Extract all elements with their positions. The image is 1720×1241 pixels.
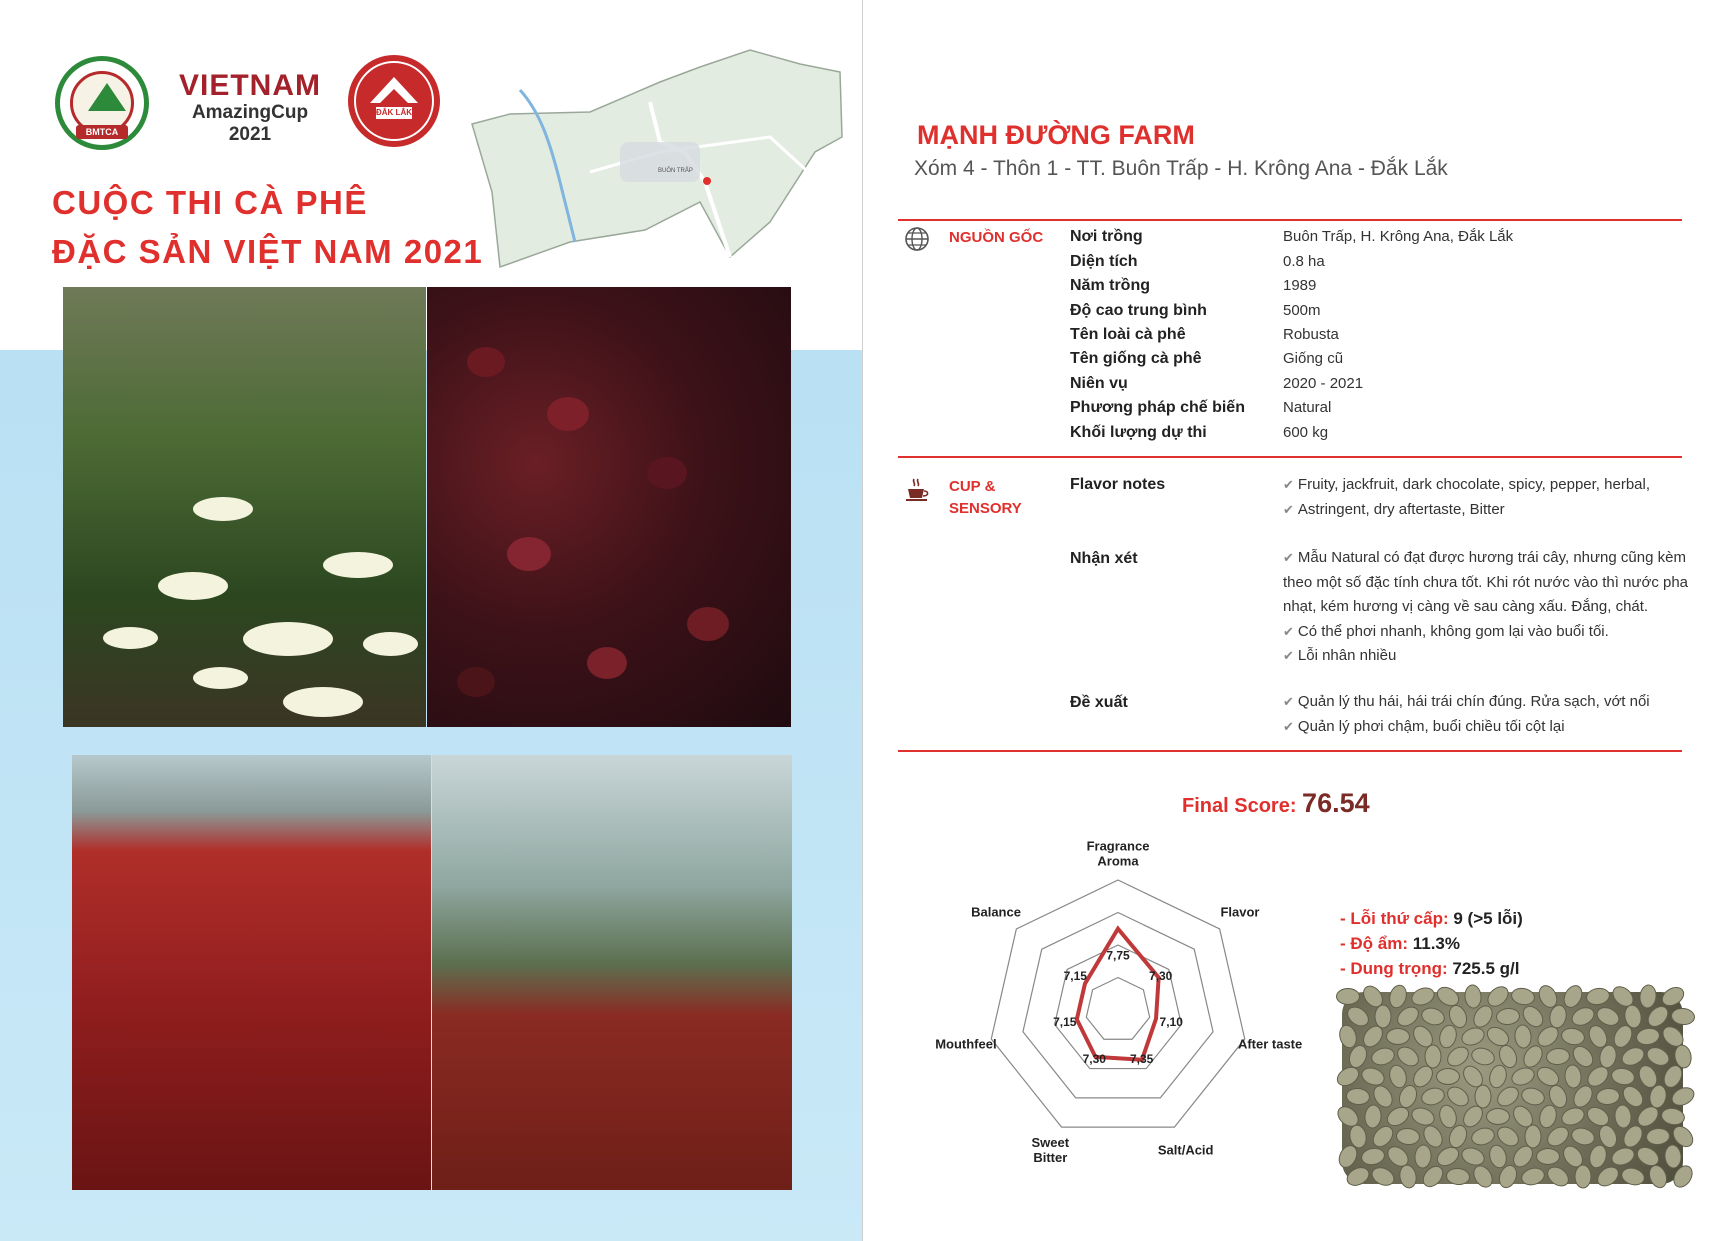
radar-category-label: Mouthfeel xyxy=(935,1036,997,1052)
origin-value: Natural xyxy=(1283,399,1332,416)
radar-category-label: After taste xyxy=(1237,1036,1303,1052)
bean xyxy=(1663,1144,1682,1169)
comment-text: ✔ Mẫu Natural có đạt được hương trái cây, nhưng cũng kèm theo một số đặc tính chưa tốt. Khi rót nước vào thì nước pha nhạt, kém hương vị càng về sau càng xấu. Đắng, chát. ✔ Có thể phơi nhanh, không gom lại vào buổi tối. ✔ Lỗi nhân nhiều xyxy=(1283,549,1689,664)
origin-label: Niên vụ xyxy=(1070,375,1128,392)
radar-category-label: Fragrance Aroma xyxy=(1086,838,1150,869)
origin-value: Giống cũ xyxy=(1283,350,1344,367)
radar-value-label: 7,30 xyxy=(1082,1052,1106,1067)
radar-value-label: 7,15 xyxy=(1053,1015,1077,1030)
section-origin-heading: NGUỒN GỐC xyxy=(949,229,1044,246)
photo-coffee-flowers xyxy=(63,287,426,727)
bean xyxy=(1613,1104,1632,1129)
photo-drying-cherries-dark xyxy=(427,287,791,727)
radar-value-label: 7,10 xyxy=(1159,1015,1183,1030)
bean xyxy=(1519,1085,1547,1108)
suggest-label: Đề xuất xyxy=(1070,694,1128,711)
origin-value: 500m xyxy=(1283,302,1321,319)
origin-label: Năm trồng xyxy=(1070,277,1150,294)
globe-icon xyxy=(903,225,931,253)
origin-value: Robusta xyxy=(1283,326,1339,343)
origin-label: Diện tích xyxy=(1070,253,1138,270)
flavor-notes-label: Flavor notes xyxy=(1070,476,1166,493)
bean xyxy=(1610,1066,1637,1087)
bean xyxy=(1645,1127,1670,1146)
section-cup-sensory-heading: CUP & SENSORY xyxy=(949,478,1022,517)
check-icon: ✔ xyxy=(1283,501,1294,517)
check-icon: ✔ xyxy=(1283,477,1294,492)
bean xyxy=(1363,1104,1382,1129)
map-label-buon-trap: BUÔN TRẤP xyxy=(658,168,693,174)
origin-value: Buôn Trấp, H. Krông Ana, Đắk Lắk xyxy=(1283,228,1514,245)
bean xyxy=(1509,1064,1537,1088)
bean xyxy=(1445,1167,1470,1186)
origin-label: Nơi trồng xyxy=(1070,228,1143,245)
suggest-text: ✔ Quản lý thu hái, hái trái chín đúng. Rửa sạch, vớt nổi ✔ Quản lý phơi chậm, buổi chiều tối cột lại xyxy=(1283,693,1650,735)
radar-category-label: Balance xyxy=(971,904,1021,920)
farm-name: MẠNH ĐƯỜNG FARM xyxy=(917,120,1195,150)
comment-label: Nhận xét xyxy=(1070,550,1138,567)
bean xyxy=(1559,1104,1587,1128)
radar-category-label: Salt/Acid xyxy=(1157,1142,1214,1158)
bean xyxy=(1413,1144,1432,1169)
origin-label: Tên giống cà phê xyxy=(1070,350,1202,367)
origin-value: 0.8 ha xyxy=(1283,253,1325,270)
bean xyxy=(1459,1024,1487,1048)
bean xyxy=(1560,1026,1587,1047)
divider xyxy=(898,750,1682,752)
origin-value: 600 kg xyxy=(1283,424,1329,441)
bean xyxy=(1469,1045,1497,1068)
check-icon: ✔ xyxy=(1283,550,1294,565)
bean xyxy=(1513,1024,1532,1049)
final-score: Final Score: 76.54 xyxy=(1182,788,1370,818)
check-icon: ✔ xyxy=(1283,648,1294,663)
photo-green-beans xyxy=(1342,992,1683,1184)
farm-location-map xyxy=(470,42,850,272)
coffee-cup-icon xyxy=(903,476,931,504)
stat-row: - Lỗi thứ cấp: 9 (>5 lỗi) xyxy=(1340,909,1523,928)
bean-stats xyxy=(1340,906,1523,981)
radar-category-label: Sweet Bitter xyxy=(1031,1135,1070,1166)
radar-value-label: 7,15 xyxy=(1063,968,1087,983)
origin-label: Phương pháp chế biến xyxy=(1070,399,1245,416)
origin-label: Độ cao trung bình xyxy=(1070,302,1207,319)
radar-grid-ring xyxy=(1055,945,1182,1069)
contest-title: CUỘC THI CÀ PHÊ ĐẶC SẢN VIỆT NAM 2021 xyxy=(52,184,484,270)
bean xyxy=(1595,1087,1620,1106)
bmtca-logo: BMTCA xyxy=(55,56,149,150)
radar-category-label: Flavor xyxy=(1220,904,1260,920)
vietnam-amazing-cup-logo: VIETNAM AmazingCup 2021 xyxy=(179,69,321,145)
bean xyxy=(1609,1144,1637,1168)
bean xyxy=(1360,1146,1387,1167)
bean xyxy=(1563,1064,1582,1089)
radar-grid-ring xyxy=(1086,978,1149,1040)
check-icon: ✔ xyxy=(1283,623,1294,639)
stat-row: - Dung trọng: 725.5 g/l xyxy=(1340,959,1520,978)
bean xyxy=(1336,988,1360,1005)
radar-value-label: 7,35 xyxy=(1130,1052,1154,1067)
bean xyxy=(1436,1068,1460,1085)
cupping-radar-chart xyxy=(900,830,1303,1200)
bean xyxy=(1345,1087,1370,1106)
origin-value: 2020 - 2021 xyxy=(1283,375,1364,392)
bean xyxy=(1638,984,1657,1010)
photo-greenhouse-drying-beds xyxy=(432,755,792,1190)
flavor-notes: ✔ Fruity, jackfruit, dark chocolate, spicy, pepper, herbal, ✔ Astringent, dry aftertaste, Bitter xyxy=(1283,476,1651,518)
bean xyxy=(1395,1127,1420,1146)
bean xyxy=(1660,1106,1687,1127)
bean xyxy=(1575,1165,1592,1189)
radar-value-label: 7,75 xyxy=(1106,948,1130,963)
bean xyxy=(1569,1125,1597,1148)
photo-greenhouse-red-cherries xyxy=(72,755,431,1190)
location-pin-icon xyxy=(703,177,711,185)
bean xyxy=(1495,1007,1520,1026)
radar-grid-ring xyxy=(1023,913,1213,1098)
divider xyxy=(898,456,1682,458)
bean xyxy=(1545,1047,1570,1066)
origin-label: Khối lượng dự thi xyxy=(1070,424,1207,441)
check-icon: ✔ xyxy=(1283,694,1294,709)
stat-row: - Độ ẩm: 11.3% xyxy=(1340,934,1460,953)
origin-label: Tên loài cà phê xyxy=(1070,326,1186,343)
bean xyxy=(1536,1148,1560,1165)
farm-address: Xóm 4 - Thôn 1 - TT. Buôn Trấp - H. Krông Ana - Đắk Lắk xyxy=(914,157,1448,180)
bean xyxy=(1486,1108,1510,1125)
bean xyxy=(1635,1026,1662,1047)
bean xyxy=(1386,1028,1410,1045)
daklak-logo: ĐẮK LẮK xyxy=(348,55,440,147)
origin-value: 1989 xyxy=(1283,277,1317,294)
bean xyxy=(1419,1005,1447,1028)
divider xyxy=(898,219,1682,221)
radar-value-label: 7,30 xyxy=(1149,968,1173,983)
check-icon: ✔ xyxy=(1283,718,1294,734)
